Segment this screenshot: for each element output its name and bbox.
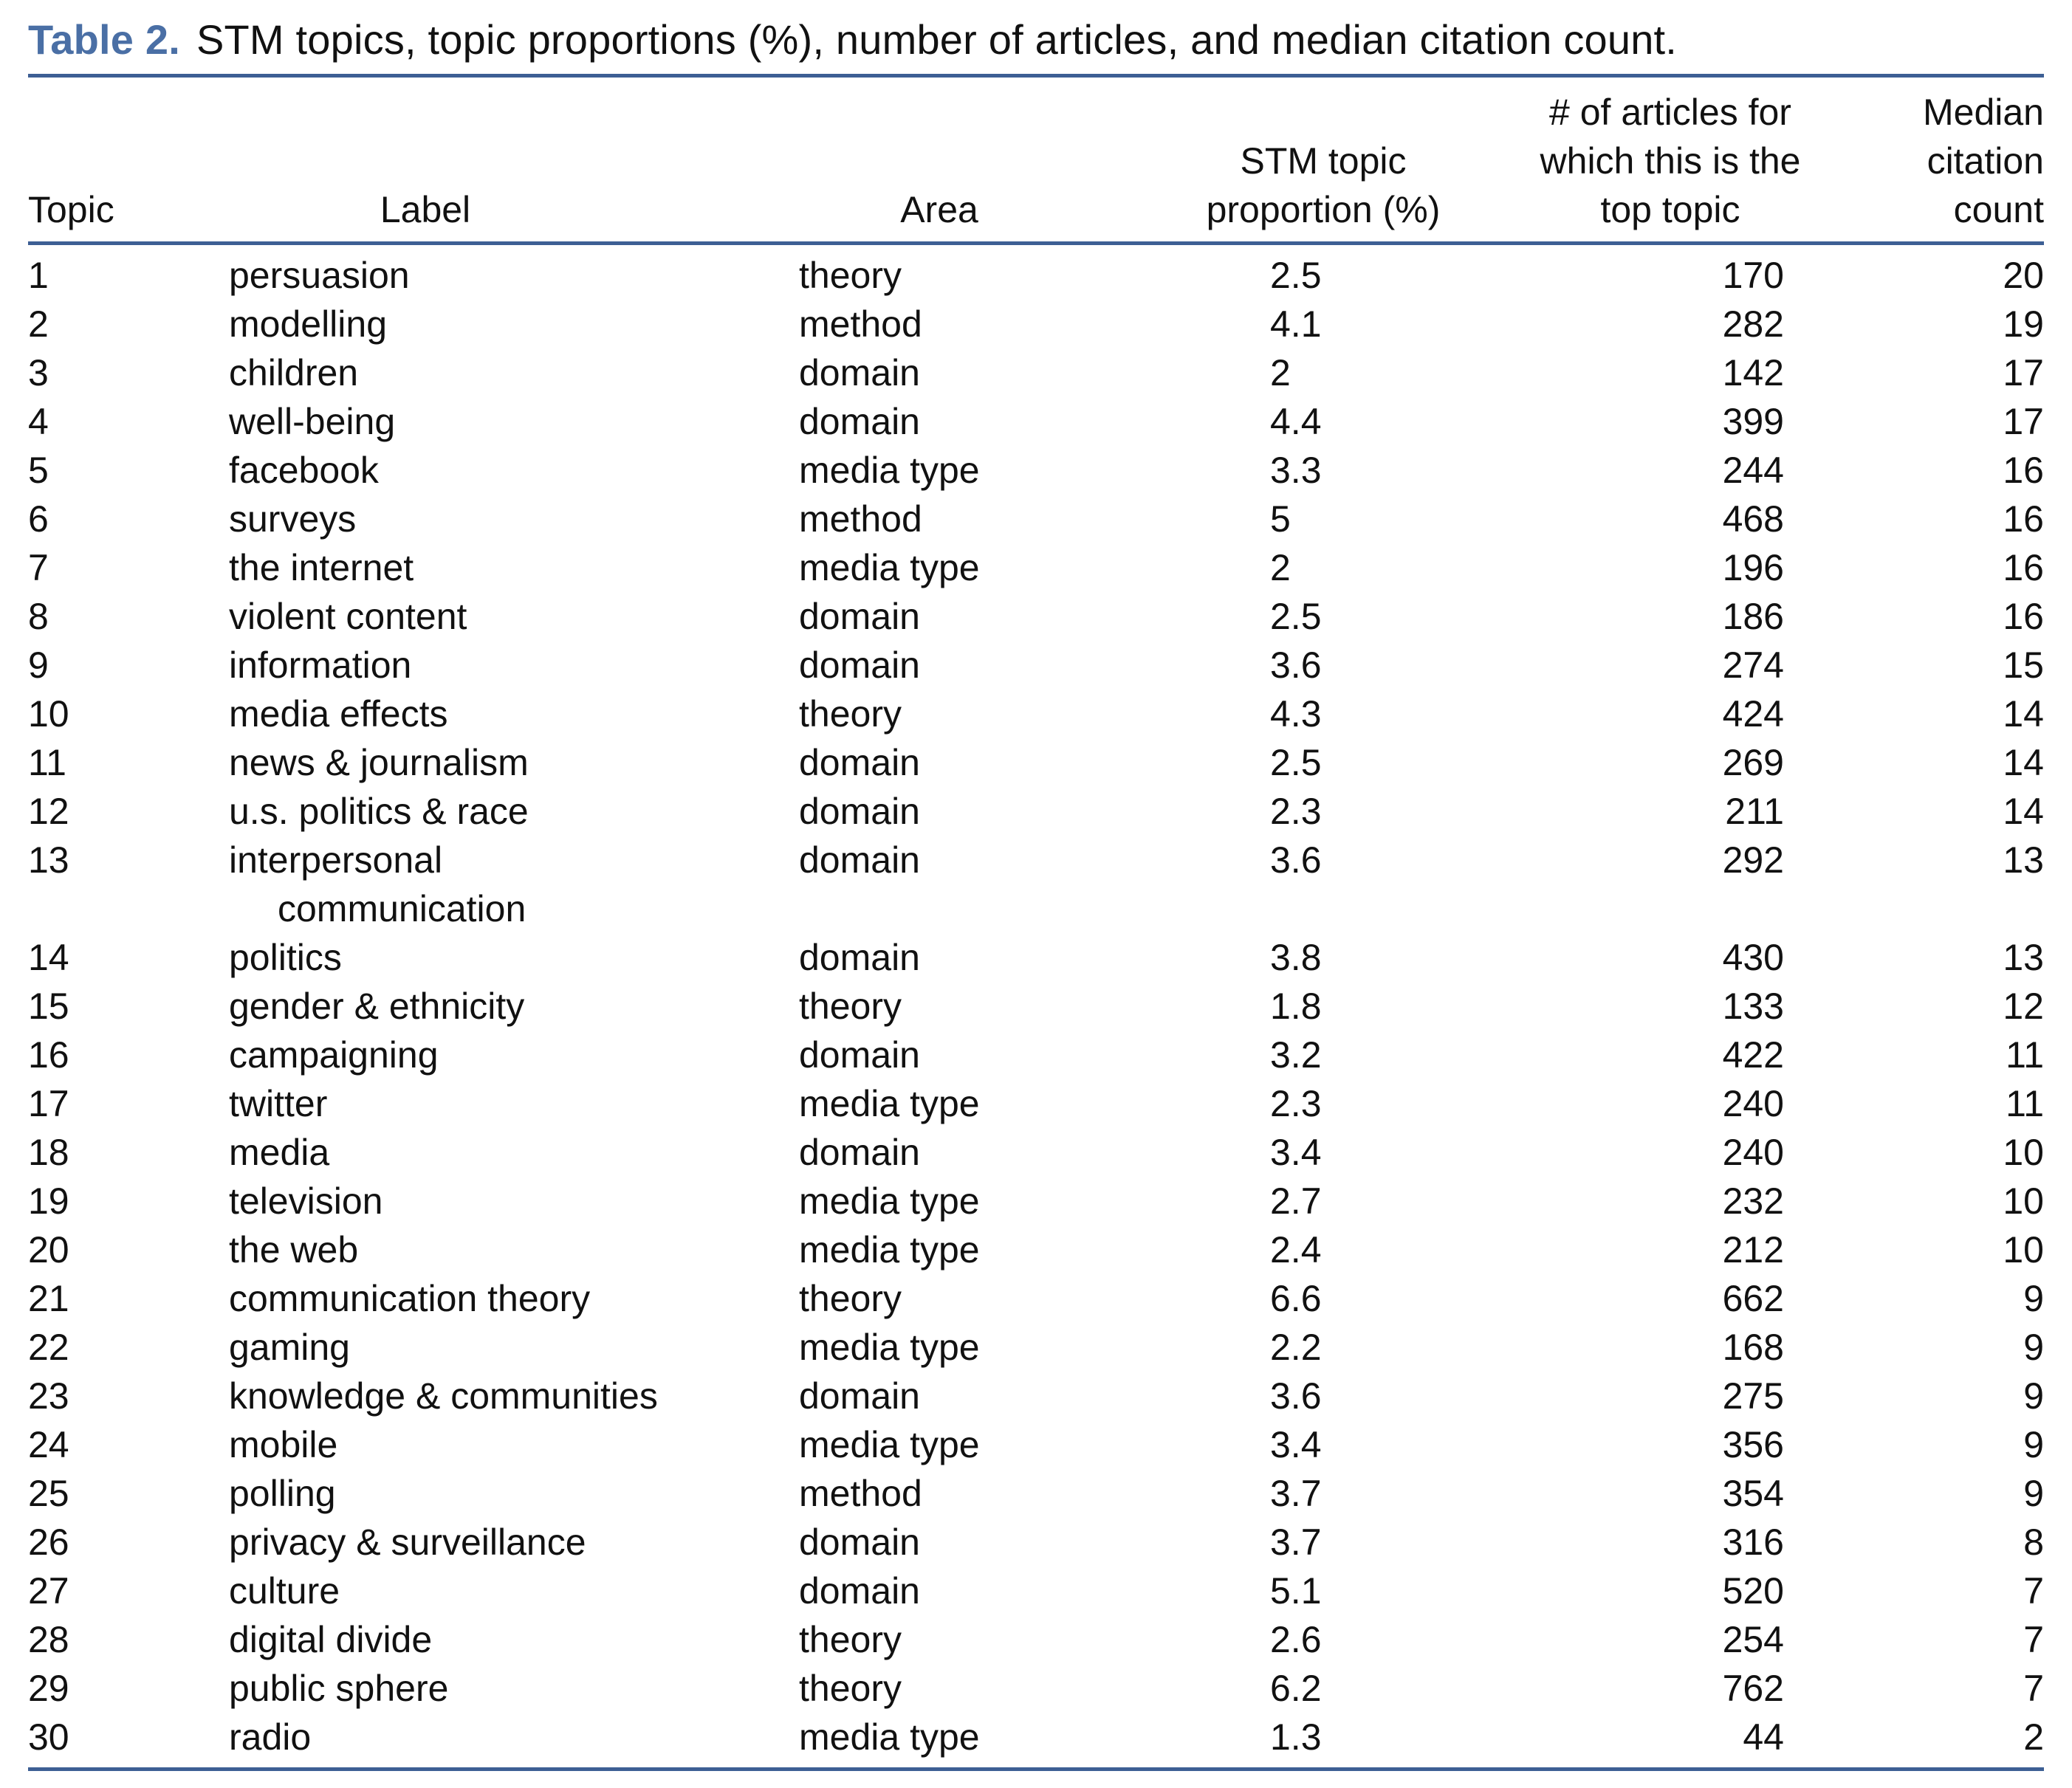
cell-label-line: modelling bbox=[229, 303, 388, 345]
cell-proportion: 2.4 bbox=[1270, 1229, 1322, 1270]
header-proportion-line: STM topic bbox=[1240, 140, 1407, 182]
cell-median: 10 bbox=[2003, 1132, 2044, 1173]
cell-median: 10 bbox=[2003, 1180, 2044, 1222]
table-row bbox=[28, 543, 2044, 592]
cell-articles: 292 bbox=[1722, 839, 1784, 881]
cell-label bbox=[229, 1567, 799, 1615]
cell-area: domain bbox=[799, 742, 920, 783]
cell-area: method bbox=[799, 1473, 922, 1514]
cell-topic: 18 bbox=[28, 1132, 69, 1173]
cell-topic: 27 bbox=[28, 1570, 69, 1612]
header-articles bbox=[1478, 78, 1803, 244]
cell-topic: 30 bbox=[28, 1716, 69, 1758]
cell-label-line: public sphere bbox=[229, 1668, 449, 1709]
cell-label-line: polling bbox=[229, 1473, 336, 1514]
cell-topic: 7 bbox=[28, 547, 49, 588]
cell-proportion: 2 bbox=[1270, 352, 1291, 393]
cell-topic: 2 bbox=[28, 303, 49, 345]
cell-median: 16 bbox=[2003, 547, 2044, 588]
table-row bbox=[28, 1420, 2044, 1469]
cell-articles: 196 bbox=[1722, 547, 1784, 588]
table-row bbox=[28, 397, 2044, 446]
cell-median: 14 bbox=[2003, 693, 2044, 735]
table-row bbox=[28, 982, 2044, 1031]
cell-label-line: news & journalism bbox=[229, 742, 529, 783]
cell-articles: 275 bbox=[1722, 1375, 1784, 1417]
cell-label-line: radio bbox=[229, 1716, 312, 1758]
cell-proportion: 3.6 bbox=[1270, 839, 1322, 881]
cell-area: media type bbox=[799, 1083, 980, 1124]
table-row bbox=[28, 738, 2044, 787]
cell-proportion: 5.1 bbox=[1270, 1570, 1322, 1612]
cell-label-line: privacy & surveillance bbox=[229, 1521, 586, 1563]
cell-area: method bbox=[799, 303, 922, 345]
cell-label-line: interpersonal bbox=[229, 839, 443, 881]
cell-area: method bbox=[799, 498, 922, 540]
cell-articles: 316 bbox=[1722, 1521, 1784, 1563]
table-row bbox=[28, 1225, 2044, 1274]
cell-proportion: 1.3 bbox=[1270, 1716, 1322, 1758]
cell-proportion: 2.3 bbox=[1270, 791, 1322, 832]
table-row bbox=[28, 787, 2044, 836]
cell-median: 12 bbox=[2003, 986, 2044, 1027]
cell-median: 9 bbox=[2023, 1375, 2044, 1417]
cell-topic: 6 bbox=[28, 498, 49, 540]
table-row bbox=[28, 1372, 2044, 1420]
cell-topic: 16 bbox=[28, 1034, 69, 1076]
header-proportion bbox=[1124, 78, 1478, 244]
cell-articles: 211 bbox=[1725, 791, 1784, 832]
cell-topic: 14 bbox=[28, 937, 69, 978]
table-row bbox=[28, 1615, 2044, 1664]
cell-topic: 29 bbox=[28, 1668, 69, 1709]
cell-proportion: 3.2 bbox=[1270, 1034, 1322, 1076]
table-row bbox=[28, 1177, 2044, 1225]
table-row bbox=[28, 300, 2044, 348]
cell-label-line: gaming bbox=[229, 1327, 350, 1368]
cell-topic: 4 bbox=[28, 401, 49, 442]
cell-median: 8 bbox=[2023, 1521, 2044, 1563]
table-row bbox=[28, 1469, 2044, 1518]
cell-label bbox=[229, 592, 799, 641]
cell-articles: 430 bbox=[1722, 937, 1784, 978]
cell-topic: 28 bbox=[28, 1619, 69, 1660]
cell-label bbox=[229, 641, 799, 690]
cell-area: media type bbox=[799, 1229, 980, 1270]
cell-articles: 133 bbox=[1722, 986, 1784, 1027]
cell-topic: 13 bbox=[28, 839, 69, 881]
cell-label-line: the web bbox=[229, 1229, 359, 1270]
header-median bbox=[1803, 78, 2044, 244]
cell-area: domain bbox=[799, 352, 920, 393]
cell-median: 9 bbox=[2023, 1327, 2044, 1368]
cell-articles: 244 bbox=[1722, 450, 1784, 491]
cell-label bbox=[229, 982, 799, 1031]
cell-label bbox=[229, 787, 799, 836]
cell-label-line: knowledge & communities bbox=[229, 1375, 658, 1417]
header-proportion-line: proportion (%) bbox=[1206, 189, 1441, 230]
cell-label-line: persuasion bbox=[229, 255, 410, 296]
header-topic: Topic bbox=[28, 78, 229, 244]
cell-proportion: 2.7 bbox=[1270, 1180, 1322, 1222]
cell-label-line: well-being bbox=[229, 401, 396, 442]
cell-label bbox=[229, 543, 799, 592]
cell-topic: 17 bbox=[28, 1083, 69, 1124]
cell-articles: 424 bbox=[1722, 693, 1784, 735]
cell-median: 16 bbox=[2003, 450, 2044, 491]
cell-articles: 240 bbox=[1722, 1132, 1784, 1173]
header-median-line: count bbox=[1953, 189, 2044, 230]
cell-area: domain bbox=[799, 401, 920, 442]
cell-articles: 269 bbox=[1722, 742, 1784, 783]
header-median-line: citation bbox=[1927, 140, 2044, 182]
table-row bbox=[28, 1713, 2044, 1767]
cell-topic: 21 bbox=[28, 1278, 69, 1319]
cell-topic: 24 bbox=[28, 1424, 69, 1465]
cell-proportion: 3.6 bbox=[1270, 644, 1322, 686]
cell-area: theory bbox=[799, 693, 902, 735]
cell-articles: 212 bbox=[1722, 1229, 1784, 1270]
cell-area: theory bbox=[799, 986, 902, 1027]
cell-topic: 5 bbox=[28, 450, 49, 491]
cell-median: 7 bbox=[2023, 1668, 2044, 1709]
cell-median: 16 bbox=[2003, 596, 2044, 637]
table-row bbox=[28, 641, 2044, 690]
cell-articles: 274 bbox=[1722, 644, 1784, 686]
cell-proportion: 2 bbox=[1270, 547, 1291, 588]
cell-area: domain bbox=[799, 839, 920, 881]
cell-area: domain bbox=[799, 1521, 920, 1563]
cell-topic: 19 bbox=[28, 1180, 69, 1222]
cell-articles: 356 bbox=[1722, 1424, 1784, 1465]
cell-label bbox=[229, 1323, 799, 1372]
cell-articles: 186 bbox=[1722, 596, 1784, 637]
cell-topic: 23 bbox=[28, 1375, 69, 1417]
table-row bbox=[28, 446, 2044, 495]
table-row bbox=[28, 690, 2044, 738]
cell-label bbox=[229, 1469, 799, 1518]
cell-articles: 422 bbox=[1722, 1034, 1784, 1076]
cell-articles: 354 bbox=[1722, 1473, 1784, 1514]
cell-area: theory bbox=[799, 255, 902, 296]
cell-label bbox=[229, 933, 799, 982]
cell-label bbox=[229, 690, 799, 738]
cell-label bbox=[229, 244, 799, 300]
cell-label bbox=[229, 1372, 799, 1420]
header-median-line: Median bbox=[1923, 92, 2044, 133]
header-articles-line: which this is the bbox=[1540, 140, 1801, 182]
cell-label-line: campaigning bbox=[229, 1034, 439, 1076]
cell-median: 17 bbox=[2003, 352, 2044, 393]
cell-topic: 22 bbox=[28, 1327, 69, 1368]
cell-area: media type bbox=[799, 547, 980, 588]
cell-topic: 1 bbox=[28, 255, 49, 296]
cell-articles: 142 bbox=[1722, 352, 1784, 393]
cell-label-line: twitter bbox=[229, 1083, 328, 1124]
cell-area: domain bbox=[799, 1375, 920, 1417]
cell-proportion: 2.5 bbox=[1270, 596, 1322, 637]
cell-topic: 20 bbox=[28, 1229, 69, 1270]
cell-label bbox=[229, 738, 799, 787]
cell-label-line: children bbox=[229, 352, 359, 393]
cell-median: 11 bbox=[2006, 1083, 2044, 1124]
cell-median: 10 bbox=[2003, 1229, 2044, 1270]
cell-proportion: 3.6 bbox=[1270, 1375, 1322, 1417]
cell-proportion: 6.6 bbox=[1270, 1278, 1322, 1319]
header-label: Label bbox=[229, 78, 799, 244]
cell-articles: 468 bbox=[1722, 498, 1784, 540]
table-row bbox=[28, 1664, 2044, 1713]
cell-median: 14 bbox=[2003, 791, 2044, 832]
cell-label-line: politics bbox=[229, 937, 342, 978]
cell-topic: 10 bbox=[28, 693, 69, 735]
table-row bbox=[28, 1567, 2044, 1615]
cell-proportion: 3.7 bbox=[1270, 1473, 1322, 1514]
cell-label-line: communication bbox=[278, 888, 526, 929]
cell-median: 9 bbox=[2023, 1278, 2044, 1319]
table-row bbox=[28, 836, 2044, 933]
cell-articles: 662 bbox=[1722, 1278, 1784, 1319]
cell-articles: 399 bbox=[1722, 401, 1784, 442]
cell-median: 11 bbox=[2006, 1034, 2044, 1076]
cell-label-line: violent content bbox=[229, 596, 467, 637]
table-row bbox=[28, 244, 2044, 300]
cell-median: 2 bbox=[2023, 1716, 2044, 1758]
cell-topic: 25 bbox=[28, 1473, 69, 1514]
cell-label-line: digital divide bbox=[229, 1619, 433, 1660]
cell-label bbox=[229, 1664, 799, 1713]
cell-area: domain bbox=[799, 1034, 920, 1076]
cell-area: domain bbox=[799, 937, 920, 978]
cell-label-line: communication theory bbox=[229, 1278, 591, 1319]
cell-articles: 254 bbox=[1722, 1619, 1784, 1660]
cell-articles: 170 bbox=[1722, 255, 1784, 296]
cell-proportion: 2.5 bbox=[1270, 742, 1322, 783]
cell-topic: 15 bbox=[28, 986, 69, 1027]
cell-proportion: 3.3 bbox=[1270, 450, 1322, 491]
cell-articles: 232 bbox=[1722, 1180, 1784, 1222]
cell-label bbox=[229, 1225, 799, 1274]
cell-median: 19 bbox=[2003, 303, 2044, 345]
cell-median: 13 bbox=[2003, 937, 2044, 978]
header-articles-line: # of articles for bbox=[1549, 92, 1791, 133]
table-row bbox=[28, 1031, 2044, 1079]
cell-median: 14 bbox=[2003, 742, 2044, 783]
cell-area: domain bbox=[799, 596, 920, 637]
cell-proportion: 2.2 bbox=[1270, 1327, 1322, 1368]
table-body bbox=[28, 244, 2044, 1768]
cell-label bbox=[229, 1518, 799, 1567]
cell-articles: 282 bbox=[1722, 303, 1784, 345]
cell-label-line: culture bbox=[229, 1570, 340, 1612]
cell-proportion: 3.4 bbox=[1270, 1424, 1322, 1465]
cell-label-line: media effects bbox=[229, 693, 448, 735]
cell-label-line: facebook bbox=[229, 450, 379, 491]
table-row bbox=[28, 933, 2044, 982]
cell-median: 20 bbox=[2003, 255, 2044, 296]
cell-area: domain bbox=[799, 1570, 920, 1612]
table-row bbox=[28, 1323, 2044, 1372]
cell-label bbox=[229, 1420, 799, 1469]
cell-topic: 8 bbox=[28, 596, 49, 637]
cell-median: 15 bbox=[2003, 644, 2044, 686]
cell-topic: 26 bbox=[28, 1521, 69, 1563]
cell-median: 9 bbox=[2023, 1473, 2044, 1514]
cell-median: 9 bbox=[2023, 1424, 2044, 1465]
cell-label bbox=[229, 1031, 799, 1079]
cell-median: 7 bbox=[2023, 1619, 2044, 1660]
cell-label bbox=[229, 1177, 799, 1225]
cell-label-line: u.s. politics & race bbox=[229, 791, 529, 832]
header-area: Area bbox=[799, 78, 1124, 244]
table-header bbox=[28, 78, 2044, 244]
cell-articles: 762 bbox=[1722, 1668, 1784, 1709]
cell-label bbox=[229, 348, 799, 397]
table-row bbox=[28, 348, 2044, 397]
cell-proportion: 2.3 bbox=[1270, 1083, 1322, 1124]
cell-label-line: surveys bbox=[229, 498, 357, 540]
cell-proportion: 2.6 bbox=[1270, 1619, 1322, 1660]
table-row bbox=[28, 1079, 2044, 1128]
table-caption bbox=[28, 6, 2044, 74]
cell-label bbox=[229, 1079, 799, 1128]
header-row bbox=[28, 78, 2044, 244]
table-number: Table 2. bbox=[28, 16, 180, 63]
cell-proportion: 4.1 bbox=[1270, 303, 1322, 345]
cell-topic: 3 bbox=[28, 352, 49, 393]
cell-proportion: 4.3 bbox=[1270, 693, 1322, 735]
cell-label bbox=[229, 397, 799, 446]
table-title: STM topics, topic proportions (%), number of articles, and median citation count. bbox=[196, 16, 1678, 63]
cell-articles: 520 bbox=[1722, 1570, 1784, 1612]
cell-articles: 240 bbox=[1722, 1083, 1784, 1124]
cell-topic: 12 bbox=[28, 791, 69, 832]
cell-proportion: 1.8 bbox=[1270, 986, 1322, 1027]
cell-area: domain bbox=[799, 791, 920, 832]
cell-area: media type bbox=[799, 1180, 980, 1222]
table-row bbox=[28, 592, 2044, 641]
cell-label bbox=[229, 1274, 799, 1323]
cell-label bbox=[229, 446, 799, 495]
cell-label bbox=[229, 300, 799, 348]
cell-label-line: media bbox=[229, 1132, 330, 1173]
cell-area: media type bbox=[799, 1716, 980, 1758]
cell-label-line: the internet bbox=[229, 547, 414, 588]
cell-label-line: information bbox=[229, 644, 412, 686]
table-row bbox=[28, 1518, 2044, 1567]
cell-proportion: 3.4 bbox=[1270, 1132, 1322, 1173]
cell-label-line: television bbox=[229, 1180, 383, 1222]
cell-area: domain bbox=[799, 1132, 920, 1173]
cell-area: media type bbox=[799, 450, 980, 491]
cell-proportion: 3.7 bbox=[1270, 1521, 1322, 1563]
cell-median: 16 bbox=[2003, 498, 2044, 540]
cell-proportion: 4.4 bbox=[1270, 401, 1322, 442]
cell-area: theory bbox=[799, 1278, 902, 1319]
cell-label bbox=[229, 1713, 799, 1767]
table-row bbox=[28, 495, 2044, 543]
cell-label-line: gender & ethnicity bbox=[229, 986, 525, 1027]
cell-label bbox=[229, 1615, 799, 1664]
cell-area: media type bbox=[799, 1327, 980, 1368]
cell-median: 7 bbox=[2023, 1570, 2044, 1612]
cell-area: theory bbox=[799, 1619, 902, 1660]
cell-proportion: 3.8 bbox=[1270, 937, 1322, 978]
cell-articles: 44 bbox=[1743, 1716, 1784, 1758]
cell-proportion: 2.5 bbox=[1270, 255, 1322, 296]
table-row bbox=[28, 1128, 2044, 1177]
topics-table bbox=[28, 78, 2044, 1767]
bottom-rule bbox=[28, 1767, 2044, 1771]
cell-label bbox=[229, 836, 799, 933]
header-articles-line: top topic bbox=[1600, 189, 1740, 230]
cell-topic: 9 bbox=[28, 644, 49, 686]
cell-articles: 168 bbox=[1722, 1327, 1784, 1368]
cell-label bbox=[229, 1128, 799, 1177]
cell-median: 13 bbox=[2003, 839, 2044, 881]
cell-area: media type bbox=[799, 1424, 980, 1465]
cell-topic: 11 bbox=[28, 742, 66, 783]
cell-area: theory bbox=[799, 1668, 902, 1709]
cell-area: domain bbox=[799, 644, 920, 686]
cell-proportion: 6.2 bbox=[1270, 1668, 1322, 1709]
cell-median: 17 bbox=[2003, 401, 2044, 442]
cell-label bbox=[229, 495, 799, 543]
cell-proportion: 5 bbox=[1270, 498, 1291, 540]
table-row bbox=[28, 1274, 2044, 1323]
cell-label-line: mobile bbox=[229, 1424, 338, 1465]
